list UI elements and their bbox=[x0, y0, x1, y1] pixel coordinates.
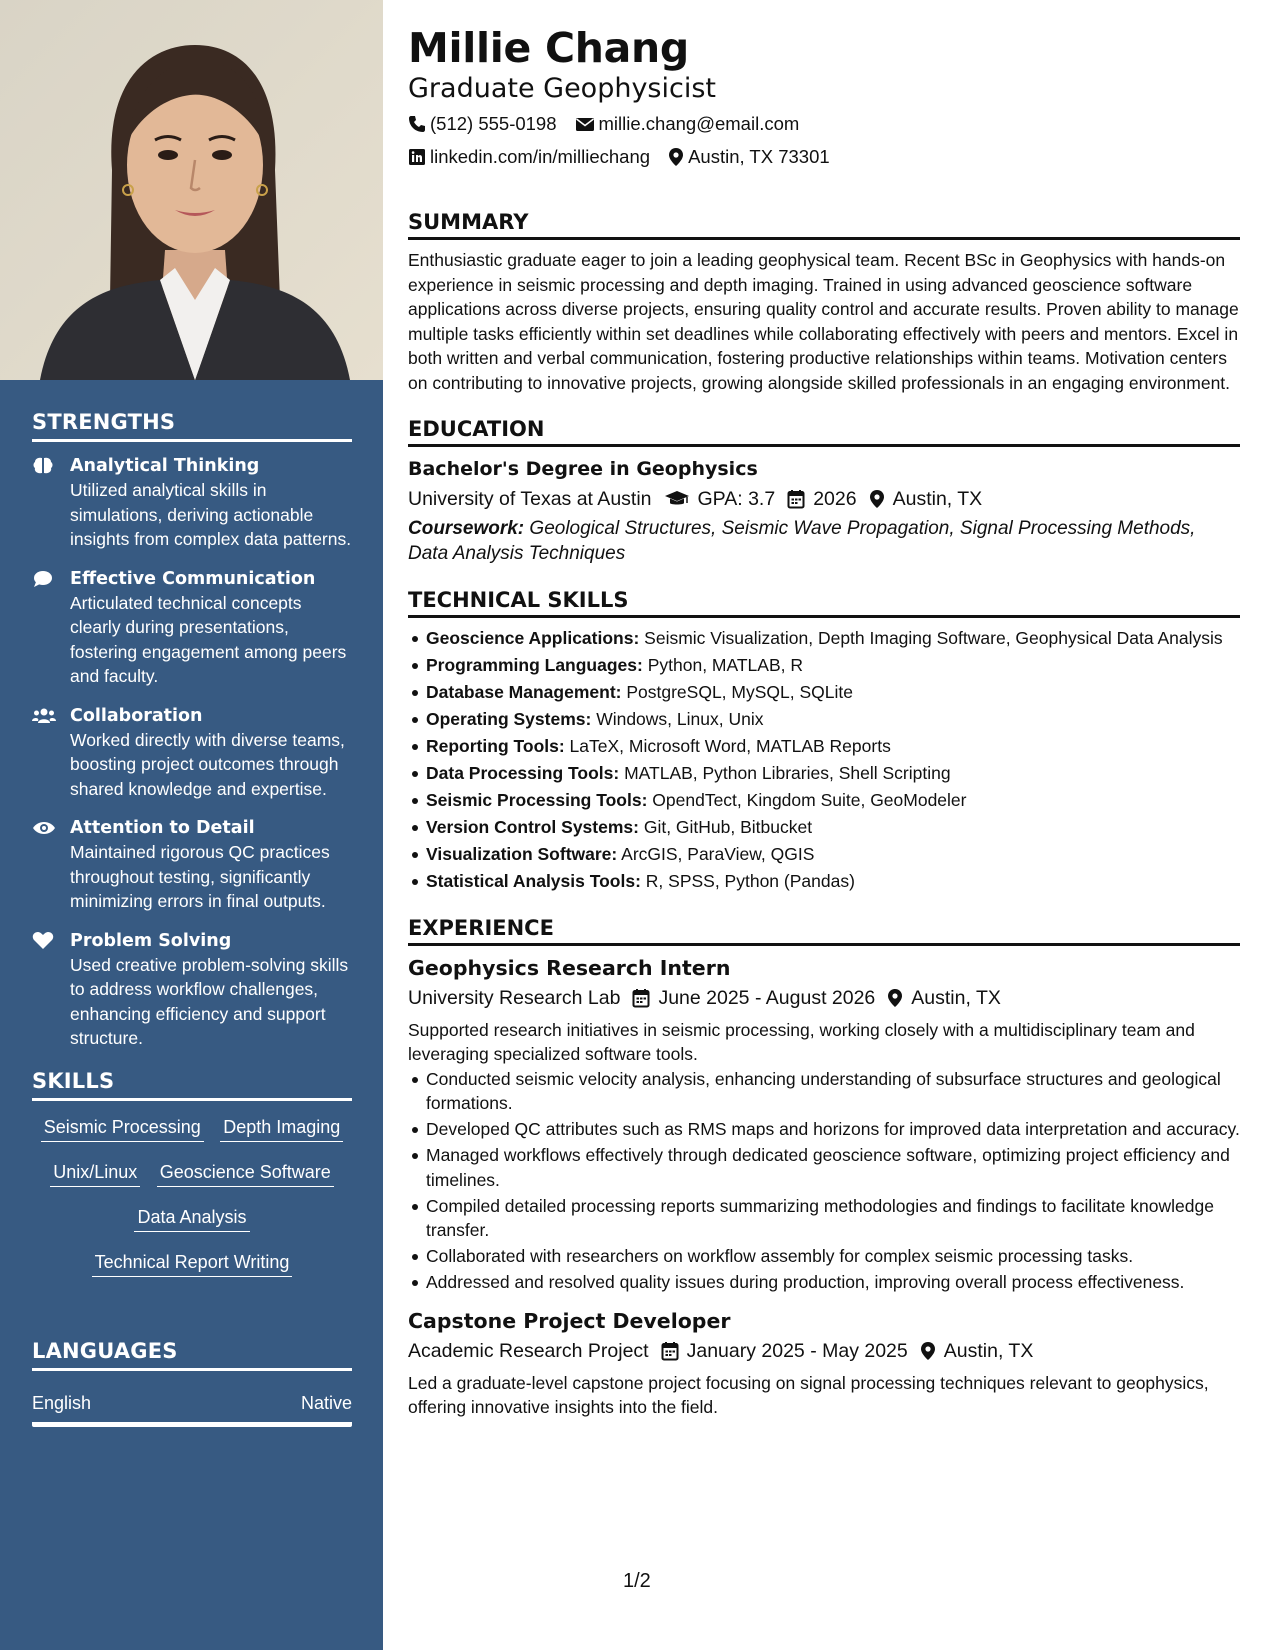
year-item bbox=[787, 483, 856, 515]
skill-values: R, SPSS, Python (Pandas) bbox=[640, 871, 855, 891]
skill-category: Seismic Processing Tools: bbox=[426, 790, 648, 810]
graduation-cap-icon bbox=[664, 490, 690, 508]
linkedin-text[interactable]: linkedin.com/in/milliechang bbox=[430, 146, 651, 167]
strength-item bbox=[32, 929, 352, 1051]
list-item bbox=[426, 761, 1240, 786]
job-location-item bbox=[920, 1335, 1034, 1367]
calendar-icon bbox=[661, 1341, 679, 1361]
linkedin-icon bbox=[408, 148, 426, 166]
list-item bbox=[426, 626, 1240, 651]
calendar-icon bbox=[787, 489, 805, 509]
list-item bbox=[426, 680, 1240, 705]
skill-tag: Technical Report Writing bbox=[92, 1250, 293, 1277]
language-level: Native bbox=[300, 1392, 352, 1413]
skill-row bbox=[32, 1205, 352, 1236]
languages-heading: LANGUAGES bbox=[32, 1339, 352, 1371]
strength-title: Collaboration bbox=[70, 705, 203, 726]
strength-item bbox=[32, 567, 352, 689]
strengths-heading: STRENGTHS bbox=[32, 410, 352, 442]
strength-desc: Articulated technical concepts clearly during presentations, fostering engagement among peers and faculty. bbox=[70, 592, 347, 686]
job-description: Led a graduate-level capstone project focusing on signal processing techniques relevant to geophysics, offering innovative insights into the field. bbox=[408, 1372, 1209, 1417]
strength-desc: Maintained rigorous QC practices throughout testing, significantly minimizing errors in final outputs. bbox=[70, 842, 330, 911]
skill-values: Windows, Linux, Unix bbox=[591, 709, 764, 729]
strength-item bbox=[32, 816, 352, 914]
strength-item bbox=[32, 454, 352, 552]
phone-item bbox=[408, 109, 557, 139]
location-pin-icon bbox=[887, 988, 903, 1008]
experience-heading: EXPERIENCE bbox=[408, 916, 1240, 946]
skill-row bbox=[32, 1160, 352, 1191]
gpa-text: GPA: 3.7 bbox=[697, 488, 776, 510]
skill-category: Geoscience Applications: bbox=[426, 628, 640, 648]
candidate-title: Graduate Geophysicist bbox=[408, 73, 716, 104]
main-content bbox=[408, 22, 1240, 1420]
candidate-name: Millie Chang bbox=[408, 24, 689, 72]
school-name: University of Texas at Austin bbox=[408, 488, 652, 510]
job-title: Capstone Project Developer bbox=[408, 1308, 731, 1333]
strength-item bbox=[32, 704, 352, 802]
skill-category: Operating Systems: bbox=[426, 709, 592, 729]
skill-values: Seismic Visualization, Depth Imaging Software, Geophysical Data Analysis bbox=[639, 628, 1223, 648]
email-text[interactable]: millie.chang@email.com bbox=[598, 113, 800, 134]
skill-values: Git, GitHub, Bitbucket bbox=[638, 817, 813, 837]
skill-tag: Geoscience Software bbox=[157, 1160, 334, 1187]
skill-category: Visualization Software: bbox=[426, 844, 618, 864]
skills-heading: SKILLS bbox=[32, 1069, 352, 1101]
job-dates-item bbox=[661, 1335, 908, 1367]
skill-values: OpendTect, Kingdom Suite, GeoModeler bbox=[647, 790, 967, 810]
job-location: Austin, TX bbox=[943, 1339, 1034, 1362]
language-name: English bbox=[32, 1392, 92, 1413]
technical-skills-heading: TECHNICAL SKILLS bbox=[408, 588, 1240, 618]
job-bullets bbox=[408, 1067, 1240, 1295]
phone-text: (512) 555-0198 bbox=[430, 113, 557, 134]
job-org: Academic Research Project bbox=[408, 1339, 649, 1362]
technical-skills-list bbox=[408, 626, 1240, 894]
skill-row bbox=[32, 1250, 352, 1281]
skill-tag: Unix/Linux bbox=[50, 1160, 140, 1187]
eye-icon bbox=[32, 818, 54, 838]
list-item bbox=[426, 653, 1240, 678]
skill-tag: Seismic Processing bbox=[41, 1115, 204, 1142]
sidebar-content bbox=[32, 410, 352, 1427]
job-dates: June 2025 - August 2026 bbox=[658, 986, 876, 1009]
skill-values: PostgreSQL, MySQL, SQLite bbox=[621, 682, 853, 702]
job-dates-item bbox=[632, 982, 875, 1014]
education-meta bbox=[408, 483, 1240, 515]
strength-title: Problem Solving bbox=[70, 930, 232, 951]
list-item bbox=[426, 842, 1240, 867]
location-item bbox=[668, 142, 830, 172]
edu-location-text: Austin, TX bbox=[892, 488, 983, 510]
job-meta bbox=[408, 982, 1240, 1014]
skill-category: Reporting Tools: bbox=[426, 736, 565, 756]
list-item bbox=[426, 869, 1240, 894]
strength-title: Analytical Thinking bbox=[70, 456, 260, 476]
education-heading: EDUCATION bbox=[408, 417, 1240, 447]
users-icon bbox=[32, 706, 54, 726]
job-description: Supported research initiatives in seismic processing, working closely with a multidisciplinary team and leveraging specialized software tools. bbox=[408, 1019, 1195, 1064]
comment-icon bbox=[32, 569, 54, 589]
strength-title: Attention to Detail bbox=[70, 818, 255, 838]
list-item: Developed QC attributes such as RMS maps and horizons for improved data interpretation and accuracy. bbox=[426, 1117, 1240, 1142]
location-pin-icon bbox=[869, 489, 885, 509]
location-pin-icon bbox=[920, 1341, 936, 1361]
skill-row bbox=[32, 1115, 352, 1146]
list-item bbox=[426, 788, 1240, 813]
linkedin-item[interactable] bbox=[408, 142, 650, 172]
skill-tag: Depth Imaging bbox=[220, 1115, 343, 1142]
summary-heading: SUMMARY bbox=[408, 210, 1240, 240]
contact-row bbox=[408, 142, 1240, 172]
skill-category: Database Management: bbox=[426, 682, 622, 702]
heart-icon bbox=[32, 931, 54, 951]
coursework-list: Geological Structures, Seismic Wave Propagation, Signal Processing Methods, Data Analysis Techniques bbox=[408, 518, 1196, 564]
list-item: Conducted seismic velocity analysis, enhancing understanding of subsurface structures and geological formations. bbox=[426, 1067, 1240, 1116]
skill-category: Programming Languages: bbox=[426, 655, 643, 675]
strength-desc: Utilized analytical skills in simulations, deriving actionable insights from complex data patterns. bbox=[70, 480, 352, 549]
job-location: Austin, TX bbox=[911, 986, 1001, 1009]
year-text: 2026 bbox=[813, 488, 857, 510]
list-item: Compiled detailed processing reports summarizing methodologies and findings to facilitate knowledge transfer. bbox=[426, 1194, 1240, 1243]
job-meta bbox=[408, 1335, 1240, 1367]
skill-values: LaTeX, Microsoft Word, MATLAB Reports bbox=[564, 736, 891, 756]
list-item bbox=[426, 734, 1240, 759]
strength-desc: Worked directly with diverse teams, boosting project outcomes through shared knowledge and expertise. bbox=[70, 729, 345, 799]
skill-values: Python, MATLAB, R bbox=[642, 655, 803, 675]
summary-text: Enthusiastic graduate eager to join a leading geophysical team. Recent BSc in Geophysics with hands-on experience in seismic processing and depth imaging. Trained in using advanced geoscience software applications across diverse projects, ensuring quality control and accurate results. Proven ability to manage multiple tasks efficiently within set deadlines while collaborating effectively with peers and mentors. Excel in both written and verbal communication, fostering productive relationships within teams. Motivation centers on contributing to innovative projects, growing alongside skilled professionals in an engaging environment. bbox=[408, 250, 1239, 393]
job-dates: January 2025 - May 2025 bbox=[686, 1339, 908, 1362]
skill-values: ArcGIS, ParaView, QGIS bbox=[617, 844, 815, 864]
contact-row bbox=[408, 109, 1240, 139]
job-location-item bbox=[887, 982, 1001, 1014]
coursework-label: Coursework: bbox=[408, 518, 525, 539]
skill-tag: Data Analysis bbox=[134, 1205, 249, 1232]
list-item: Managed workflows effectively through dedicated geoscience software, optimizing project efficiency and timelines. bbox=[426, 1143, 1240, 1192]
page-number: 1/2 bbox=[623, 1570, 651, 1592]
envelope-icon bbox=[575, 116, 595, 132]
list-item: Addressed and resolved quality issues during production, improving overall process effectiveness. bbox=[426, 1270, 1240, 1295]
job-org: University Research Lab bbox=[408, 986, 621, 1009]
job-title: Geophysics Research Intern bbox=[408, 955, 731, 980]
experience-entry bbox=[408, 954, 1240, 1295]
phone-icon bbox=[408, 115, 426, 133]
sidebar bbox=[0, 0, 383, 1650]
brain-icon bbox=[32, 456, 54, 476]
language-row bbox=[32, 1383, 352, 1427]
gpa-item bbox=[664, 483, 776, 515]
strength-title: Effective Communication bbox=[70, 568, 316, 589]
location-text: Austin, TX 73301 bbox=[688, 146, 830, 167]
email-item[interactable] bbox=[575, 109, 800, 139]
list-item bbox=[426, 815, 1240, 840]
profile-photo-illustration bbox=[0, 0, 383, 380]
calendar-icon bbox=[632, 988, 650, 1008]
list-item: Collaborated with researchers on workflow assembly for complex seismic processing tasks. bbox=[426, 1244, 1240, 1269]
degree-title: Bachelor's Degree in Geophysics bbox=[408, 458, 758, 480]
list-item bbox=[426, 707, 1240, 732]
strength-desc: Used creative problem-solving skills to address workflow challenges, enhancing efficiency and support structure. bbox=[70, 954, 349, 1048]
experience-entry bbox=[408, 1307, 1240, 1420]
skill-values: MATLAB, Python Libraries, Shell Scripting bbox=[619, 763, 951, 783]
skill-category: Statistical Analysis Tools: bbox=[426, 871, 641, 891]
location-pin-icon bbox=[668, 147, 684, 167]
coursework bbox=[408, 517, 1240, 566]
skill-category: Data Processing Tools: bbox=[426, 763, 620, 783]
edu-location-item bbox=[869, 483, 983, 515]
profile-photo bbox=[0, 0, 383, 380]
skill-category: Version Control Systems: bbox=[426, 817, 639, 837]
